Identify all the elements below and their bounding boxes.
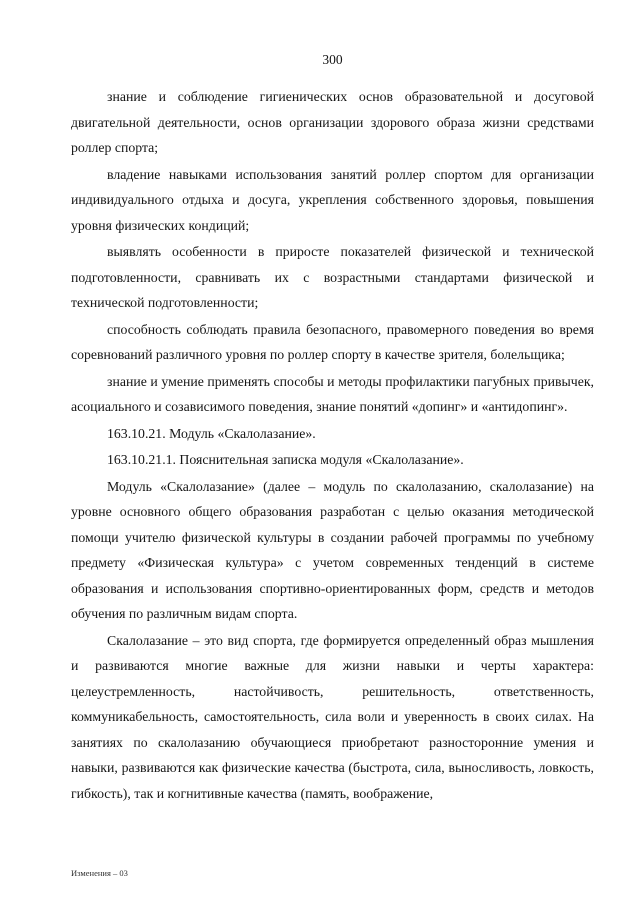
body-text bbox=[71, 84, 594, 806]
paragraph: владение навыками использования занятий роллер спортом для организации индивидуального отдыха и досуга, укрепления собственного здоровья, повышения уровня физических кондиций; bbox=[71, 166, 594, 233]
paragraph: способность соблюдать правила безопасного, правомерного поведения во время соревнований различного уровня по роллер спорту в качестве зрителя, болельщика; bbox=[71, 321, 594, 362]
paragraph: 163.10.21. Модуль «Скалолазание». bbox=[107, 425, 316, 441]
paragraph: знание и соблюдение гигиенических основ образовательной и досуговой двигательной деятельности, основ организации здорового образа жизни средствами роллер спорта; bbox=[71, 89, 594, 155]
page-number: 300 bbox=[322, 52, 343, 67]
paragraph: Модуль «Скалолазание» (далее – модуль по скалолазанию, скалолазание) на уровне основного общего образования разработан с целью оказания методической помощи учителю физической культуры в создании рабочей программы по учебному предмету «Физическая культура» с учетом современных тенденций в системе образования и использования спортивно-ориентированных форм, средств и методов обучения по различным видам спорта. bbox=[71, 478, 594, 621]
paragraph: 163.10.21.1. Пояснительная записка модуля «Скалолазание». bbox=[107, 452, 464, 467]
paragraph: выявлять особенности в приросте показателей физической и технической подготовленности, сравнивать их с возрастными стандартами физической и технической подготовленности; bbox=[71, 244, 594, 310]
paragraph: знание и умение применять способы и методы профилактики пагубных привычек, асоциального и созависимого поведения, знание понятий «допинг» и «антидопинг». bbox=[71, 373, 594, 414]
paragraph: Скалолазание – это вид спорта, где формируется определенный образ мышления и развиваются многие важные для жизни навыки и черты характера: целеустремленность, настойчивость, решительность, ответственность, коммуникабельность, самостоятельность, сила воли и уверенность в своих силах. На занятиях по скалолазанию обучающиеся приобретают разносторонние умения и навыки, развиваются как физические качества (быстрота, сила, выносливость, ловкость, гибкость), так и когнитивные качества (память, воображение, bbox=[71, 632, 594, 801]
footer-revision: Изменения – 03 bbox=[71, 868, 128, 878]
